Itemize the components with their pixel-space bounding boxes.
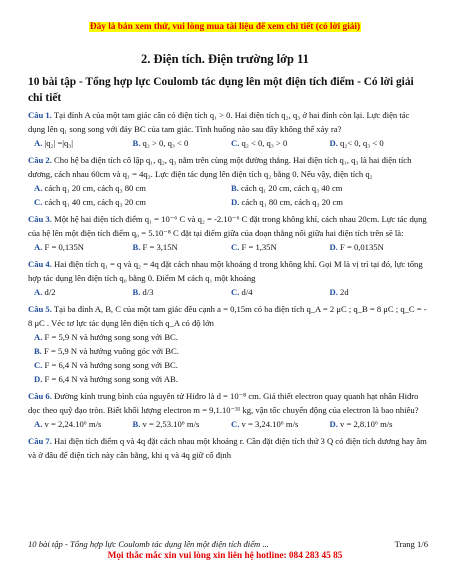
hotline-notice: Mọi thắc mắc xin vui lòng xin liên hệ hotline: 084 283 45 85: [107, 551, 343, 561]
page-number: Trang 1/6: [394, 539, 428, 549]
option-d[interactable]: [330, 417, 429, 431]
option-key: C.: [231, 242, 240, 252]
option-text: F = 5,9 N và hướng vuông góc với BC.: [44, 346, 179, 356]
question-text: Hai điện tích q₁ = q và q₂ = 4q đặt cách nhau một khoảng d trong không khí. Gọi M là vị trí tại đó, lực tổng hợp tác dụng lên điện tích q₀ bằng 0. Điểm M cách q₁ một khoảng: [28, 259, 423, 283]
option-key: D.: [34, 374, 43, 384]
question-list: [28, 108, 428, 462]
option-text: d/3: [142, 287, 154, 297]
option-key: B.: [132, 242, 141, 252]
option-key: A.: [34, 419, 43, 429]
option-text: d/4: [241, 287, 253, 297]
option-text: F = 0,135N: [44, 242, 84, 252]
option-d[interactable]: [231, 195, 428, 209]
option-text: 2d: [340, 287, 349, 297]
option-c[interactable]: [231, 417, 330, 431]
option-key: A.: [34, 183, 43, 193]
option-b[interactable]: [133, 417, 232, 431]
option-key: A.: [34, 242, 43, 252]
question-text: Hai điện tích điểm q và 4q đặt cách nhau một khoảng r. Cần đặt điện tích thứ 3 Q có điện tích dương hay âm và ở đâu để điện tích này cân bằng, khi q và 4q giữ cố định: [28, 436, 427, 460]
option-b[interactable]: [28, 344, 428, 358]
option-d[interactable]: [28, 372, 428, 386]
option-key: B.: [132, 419, 141, 429]
option-text: q₂ < 0, q₃ > 0: [241, 138, 288, 148]
option-key: C.: [34, 360, 43, 370]
option-key: D.: [329, 138, 338, 148]
option-key: A.: [34, 287, 43, 297]
option-key: A.: [34, 332, 43, 342]
option-text: F = 5,9 N và hướng song song với BC.: [44, 332, 178, 342]
options-row: [28, 240, 428, 254]
question-text: Tại ba đỉnh A, B, C của một tam giác đều cạnh a = 0,15m có ba điện tích q_A = 2 μC ; q_B = 8 μC ; q_C = - 8 μC . Véc tơ lực tác dụng lên điện tích q_A có độ lớn: [28, 304, 427, 328]
option-a[interactable]: [28, 330, 428, 344]
option-text: F = 6,4 N và hướng song song với AB.: [44, 374, 178, 384]
question-5: [28, 302, 428, 330]
option-key: D.: [231, 197, 240, 207]
option-c[interactable]: [34, 195, 231, 209]
question-7: [28, 434, 428, 462]
option-key: A.: [34, 138, 43, 148]
question-label: Câu 6.: [28, 391, 52, 401]
option-text: d/2: [44, 287, 56, 297]
option-c[interactable]: [231, 285, 330, 299]
options-grid: [28, 181, 428, 209]
options-row: [28, 285, 428, 299]
option-d[interactable]: [330, 285, 429, 299]
question-label: Câu 4.: [28, 259, 52, 269]
option-text: v = 2,53.10⁶ m/s: [142, 419, 200, 429]
option-text: |q₂| =|q₃|: [44, 138, 73, 148]
option-text: v = 2,24.10⁶ m/s: [44, 419, 102, 429]
option-a[interactable]: [34, 417, 133, 431]
question-text: Cho hệ ba điện tích cô lập q₁, q₂, q₃ nằm trên cùng một đường thẳng. Hai điện tích q₁, q₃ là hai điện tích dương, cách nhau 60cm và q₁ = 4q₃. Lực điện tác dụng lên điện tích q₂ bằng 0. Nếu vậy, điện tích q₂: [28, 155, 412, 179]
question-text: Một hệ hai điện tích điểm q₁ = 10⁻⁶ C và q₂ = -2.10⁻⁶ C đặt trong không khí, cách nhau 20cm. Lực tác dụng của hệ lên một điện tích điểm q₀ = 5.10⁻⁸ C đặt tại điểm giữa của đoạn thẳng nối giữa hai điện tích trên sẽ là:: [28, 214, 427, 238]
question-2: [28, 153, 428, 181]
question-1: [28, 108, 428, 136]
preview-banner: [0, 22, 450, 32]
option-key: B.: [132, 138, 141, 148]
option-key: C.: [34, 197, 43, 207]
option-text: F = 1,35N: [241, 242, 277, 252]
question-label: Câu 3.: [28, 214, 52, 224]
preview-banner-text: Đây là bản xem thử, vui lòng mua tài liệu để xem chi tiết (có lời giải): [89, 22, 361, 32]
question-text: Đường kính trung bình của nguyên tử Hiđro là d = 10⁻⁸ cm. Giả thiết electron quay quanh hạt nhân Hiđro dọc theo quỹ đạo tròn. Biết khối lượng electron m = 9,1.10⁻³¹ kg, vận tốc chuyển động của electron là bao nhiêu?: [28, 391, 419, 415]
question-3: [28, 212, 428, 240]
question-6: [28, 389, 428, 417]
option-d[interactable]: [330, 136, 429, 150]
option-b[interactable]: [231, 181, 428, 195]
option-text: v = 3,24.10⁶ m/s: [241, 419, 299, 429]
option-b[interactable]: [133, 240, 232, 254]
option-text: q₂ > 0, q₃ < 0: [142, 138, 189, 148]
option-a[interactable]: [34, 285, 133, 299]
option-d[interactable]: [330, 240, 429, 254]
question-label: Câu 1.: [28, 110, 52, 120]
option-key: B.: [231, 183, 239, 193]
options-row: [28, 136, 428, 150]
option-a[interactable]: [34, 240, 133, 254]
option-text: F = 0,0135N: [340, 242, 384, 252]
question-text: Tại đỉnh A của một tam giác cân có điện tích q₁ > 0. Hai điện tích q₂, q₃ ở hai đỉnh còn lại. Lực điện tác dụng lên q₁ song song với đáy BC của tam giác. Tình huống nào sau đây không thể xảy ra?: [28, 110, 410, 134]
page-title: 2. Điện tích. Điện trường lớp 11: [141, 52, 309, 66]
options-list: [28, 330, 428, 386]
footer-doc-title: 10 bài tập - Tổng hợp lực Coulomb tác dụng lên một điện tích điểm ...: [28, 539, 269, 549]
option-key: C.: [231, 419, 240, 429]
question-4: [28, 257, 428, 285]
option-key: C.: [231, 138, 240, 148]
page-footer: [28, 539, 428, 549]
option-text: cách q₁ 20 cm, cách q₃ 40 cm: [241, 183, 343, 193]
option-text: v = 2,8.10⁶ m/s: [340, 419, 393, 429]
option-key: D.: [329, 242, 338, 252]
option-c[interactable]: [28, 358, 428, 372]
option-c[interactable]: [231, 240, 330, 254]
option-text: cách q₁ 80 cm, cách q₃ 20 cm: [241, 197, 343, 207]
page-subtitle: 10 bài tập - Tổng hợp lực Coulomb tác dụng lên một điện tích điểm - Có lời giải chi tiết: [28, 76, 414, 104]
question-label: Câu 7.: [28, 436, 52, 446]
option-b[interactable]: [133, 136, 232, 150]
option-text: F = 6,4 N và hướng song song với BC.: [44, 360, 178, 370]
option-text: q₂< 0, q₃ < 0: [340, 138, 384, 148]
options-row: [28, 417, 428, 431]
option-key: D.: [329, 287, 338, 297]
option-text: cách q₁ 20 cm, cách q₃ 80 cm: [44, 183, 146, 193]
option-b[interactable]: [133, 285, 232, 299]
question-label: Câu 5.: [28, 304, 52, 314]
option-key: D.: [329, 419, 338, 429]
option-c[interactable]: [231, 136, 330, 150]
option-text: cách q₁ 40 cm, cách q₃ 20 cm: [44, 197, 146, 207]
option-a[interactable]: [34, 136, 133, 150]
option-key: B.: [34, 346, 42, 356]
option-key: B.: [132, 287, 141, 297]
option-text: F = 3,15N: [142, 242, 178, 252]
option-a[interactable]: [34, 181, 231, 195]
question-label: Câu 2.: [28, 155, 52, 165]
option-key: C.: [231, 287, 240, 297]
